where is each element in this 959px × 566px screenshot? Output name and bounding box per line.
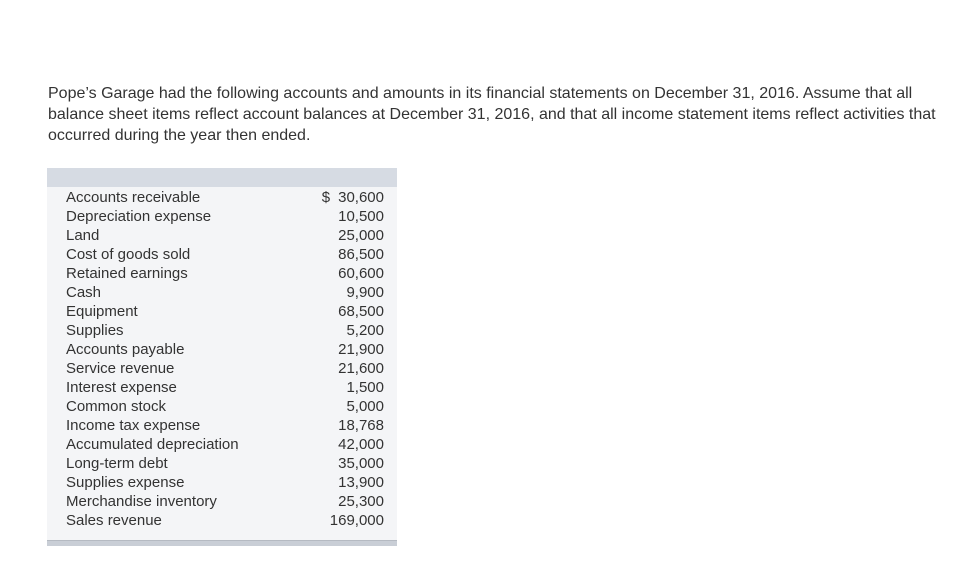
account-amount: 1,500 (346, 379, 384, 396)
amount-value: 30,600 (338, 189, 384, 206)
accounts-table (47, 168, 397, 546)
account-name: Land (66, 227, 100, 244)
account-name: Sales revenue (66, 512, 162, 529)
account-name: Common stock (66, 398, 167, 415)
account-name: Accounts receivable (66, 189, 201, 206)
problem-statement: Pope’s Garage had the following accounts and amounts in its financial statements on December 31, 2016. Assume that all balance sheet items reflect account balances at December 31, 2016, and that all income statement items reflect activities that occurred during the year then ended. (48, 85, 936, 144)
account-amount: 5,000 (346, 398, 384, 415)
table-row (47, 359, 397, 378)
account-name: Interest expense (66, 379, 177, 396)
table-header-bar (47, 168, 397, 187)
account-amount: 169,000 (329, 512, 384, 529)
account-name: Long-term debt (66, 455, 168, 472)
table-row (47, 188, 397, 207)
account-amount: 60,600 (338, 265, 384, 282)
table-row (47, 492, 397, 511)
account-name: Income tax expense (66, 417, 201, 434)
table-row (47, 397, 397, 416)
account-amount: 35,000 (338, 455, 384, 472)
account-name: Equipment (66, 303, 138, 320)
account-amount (322, 188, 397, 207)
account-amount: 18,768 (338, 417, 384, 434)
account-amount: 86,500 (338, 246, 384, 263)
table-body (47, 187, 397, 540)
account-name: Supplies expense (66, 474, 185, 491)
table-row (47, 435, 397, 454)
account-name: Cost of goods sold (66, 246, 191, 263)
currency-symbol: $ (321, 189, 331, 206)
table-row (47, 511, 397, 530)
table-row (47, 473, 397, 492)
account-amount: 25,300 (338, 493, 384, 510)
account-amount: 5,200 (346, 322, 384, 339)
account-amount: 21,900 (338, 341, 384, 358)
account-amount: 13,900 (338, 474, 384, 491)
account-amount: 21,600 (338, 360, 384, 377)
table-row (47, 340, 397, 359)
table-row (47, 454, 397, 473)
table-row (47, 264, 397, 283)
table-row (47, 226, 397, 245)
account-amount: 25,000 (338, 227, 384, 244)
account-amount: 68,500 (338, 303, 384, 320)
table-footer-bar (47, 540, 397, 546)
table-row (47, 416, 397, 435)
table-row (47, 245, 397, 264)
table-row (47, 378, 397, 397)
table-row (47, 302, 397, 321)
account-name: Depreciation expense (66, 208, 212, 225)
table-row (47, 283, 397, 302)
account-name: Accounts payable (66, 341, 185, 358)
account-amount: 10,500 (338, 208, 384, 225)
account-name: Service revenue (66, 360, 175, 377)
account-name: Accumulated depreciation (66, 436, 239, 453)
account-name: Retained earnings (66, 265, 188, 282)
account-name: Cash (66, 284, 102, 301)
account-amount: 9,900 (346, 284, 384, 301)
account-name: Merchandise inventory (66, 493, 217, 510)
table-row (47, 321, 397, 340)
table-row (47, 207, 397, 226)
account-name: Supplies (66, 322, 124, 339)
account-amount: 42,000 (338, 436, 384, 453)
